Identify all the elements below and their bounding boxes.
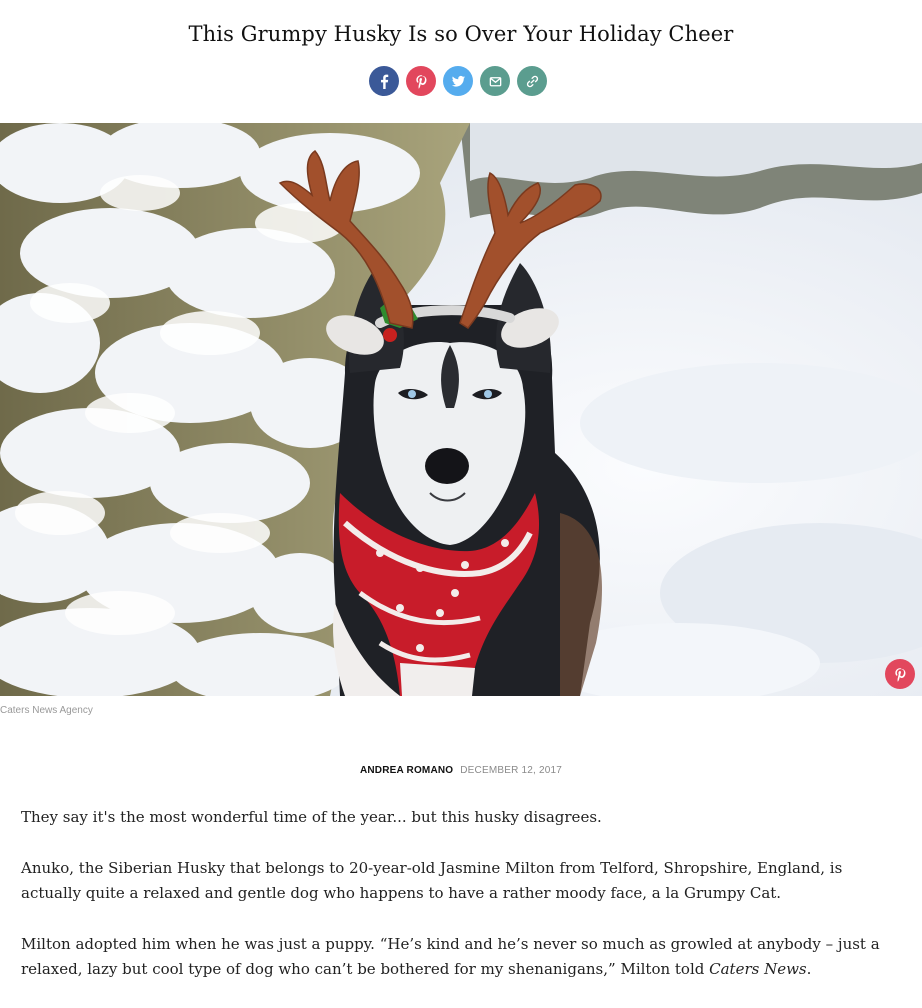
hero-image [0,123,922,696]
share-link-button[interactable] [517,66,547,96]
paragraph-1: They say it's the most wonderful time of the year... but this husky disagrees. [21,808,602,826]
source-name: Caters News [709,960,807,978]
share-facebook-button[interactable] [369,66,399,96]
paragraph-3-text: Milton adopted him when he was just a puppy. “He’s kind and he’s never so much as growled at anybody – just a relaxed, lazy but cool type of dog who can’t be bothered for my shenanigans,” Milton told [21,935,880,978]
author-name[interactable]: ANDREA ROMANO [359,765,454,776]
share-twitter-button[interactable] [443,66,473,96]
publish-date: DECEMBER 12, 2017 [460,765,563,776]
byline [0,765,922,776]
paragraph-2: Anuko, the Siberian Husky that belongs to 20-year-old Jasmine Milton from Telford, Shropshire, England, is actually quite a relaxed and gentle dog who happens to have a rather moody face, a la Grumpy Cat. [21,859,843,902]
share-bar [369,66,547,96]
share-email-button[interactable] [480,66,510,96]
image-pin-button[interactable] [885,659,915,689]
paragraph-3-end: . [806,960,812,978]
facebook-icon [377,74,392,89]
email-icon [488,74,503,89]
paragraph-3 [21,932,901,982]
photo-credit: Caters News Agency [0,705,93,716]
article-title: This Grumpy Husky Is so Over Your Holiday Cheer [188,22,734,46]
husky-photo [0,123,922,696]
share-pinterest-button[interactable] [406,66,436,96]
link-icon [525,74,540,89]
pinterest-icon [893,667,908,682]
twitter-icon [451,74,466,89]
article-body [21,805,922,1008]
pinterest-icon [414,74,429,89]
